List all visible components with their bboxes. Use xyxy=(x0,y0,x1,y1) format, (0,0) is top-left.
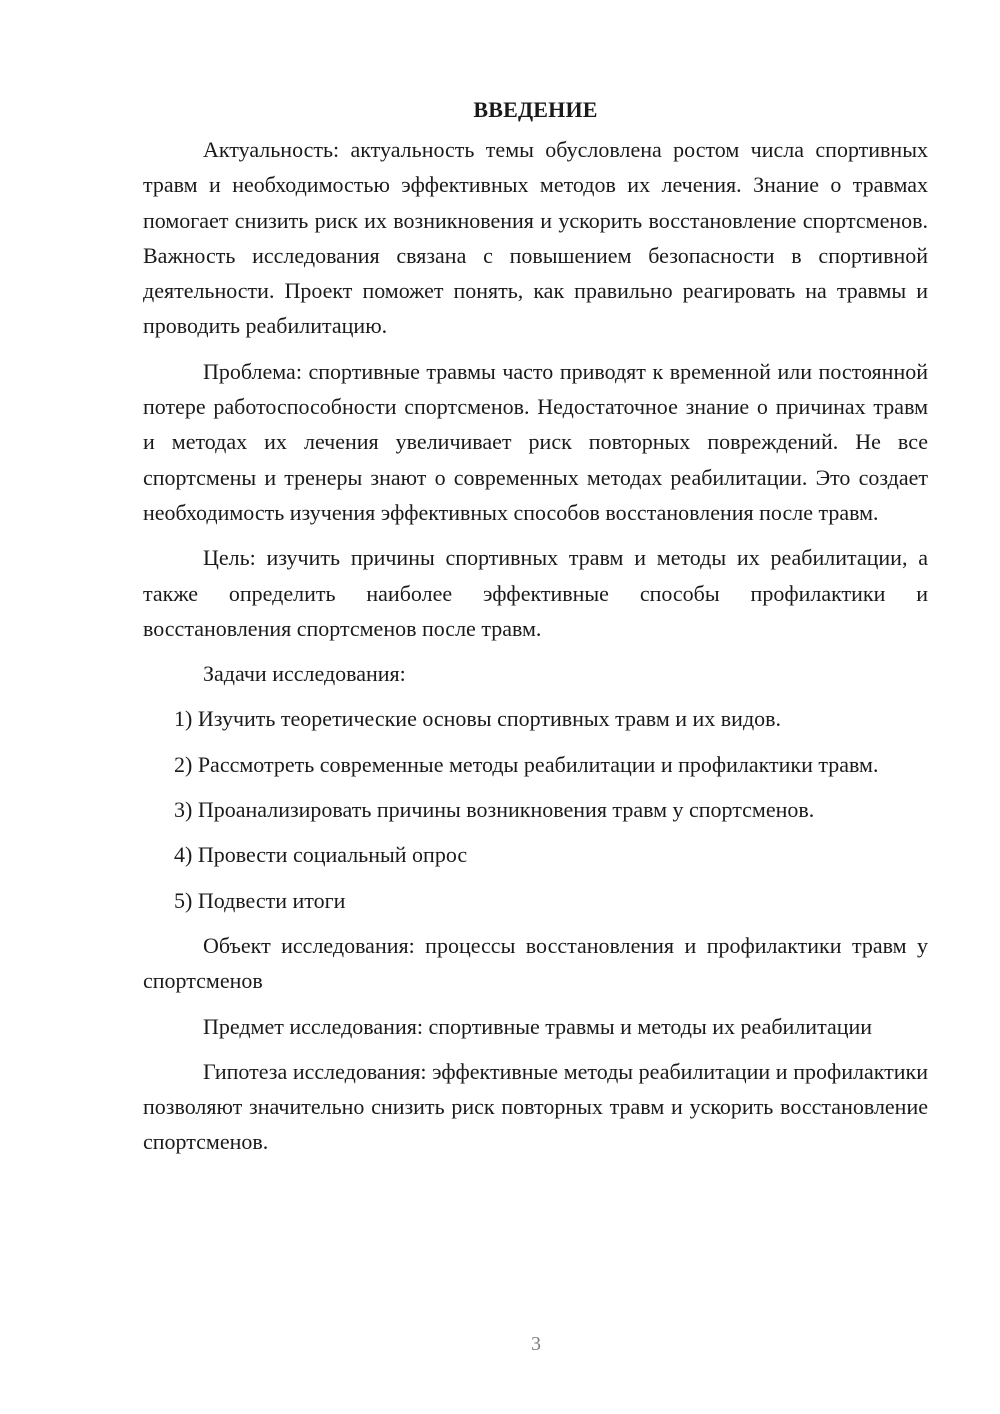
task-item: 1) Изучить теоретические основы спортивных травм и их видов. xyxy=(174,706,782,732)
page-number: 3 xyxy=(531,1333,541,1355)
object-paragraph: Объект исследования: процессы восстановления и профилактики травм у спортсменов xyxy=(143,932,928,994)
task-item: 5) Подвести итоги xyxy=(174,887,346,913)
subject-paragraph: Предмет исследования: спортивные травмы и методы их реабилитации xyxy=(203,1013,873,1039)
document-page xyxy=(143,92,928,1170)
task-item: 3) Проанализировать причины возникновения травм у спортсменов. xyxy=(174,797,815,823)
relevance-paragraph: Актуальность: актуальность темы обусловлена ростом числа спортивных травм и необходимостью эффективных методов их лечения. Знание о травмах помогает снизить риск их возникновения и ускорить восстановление спортсменов. Важность исследования связана с повышением безопасности в спортивной деятельности. Проект поможет понять, как правильно реагировать на травмы и проводить реабилитацию. xyxy=(143,137,928,339)
hypothesis-paragraph: Гипотеза исследования: эффективные методы реабилитации и профилактики позволяют значительно снизить риск повторных травм и ускорить восстановление спортсменов. xyxy=(143,1058,928,1155)
task-item: 2) Рассмотреть современные методы реабилитации и профилактики травм. xyxy=(174,751,879,777)
tasks-heading: Задачи исследования: xyxy=(203,661,406,687)
goal-paragraph: Цель: изучить причины спортивных травм и методы их реабилитации, а также определить наиболее эффективные способы профилактики и восстановления спортсменов после травм. xyxy=(143,545,928,641)
task-item: 4) Провести социальный опрос xyxy=(174,842,468,868)
problem-paragraph: Проблема: спортивные травмы часто приводят к временной или постоянной потере работоспособности спортсменов. Недостаточное знание о причинах травм и методах их лечения увеличивает риск повторных повреждений. Не все спортсмены и тренеры знают о современных методах реабилитации. Это создает необходимость изучения эффективных способов восстановления после травм. xyxy=(143,358,928,525)
section-title: ВВЕДЕНИЕ xyxy=(473,97,598,122)
